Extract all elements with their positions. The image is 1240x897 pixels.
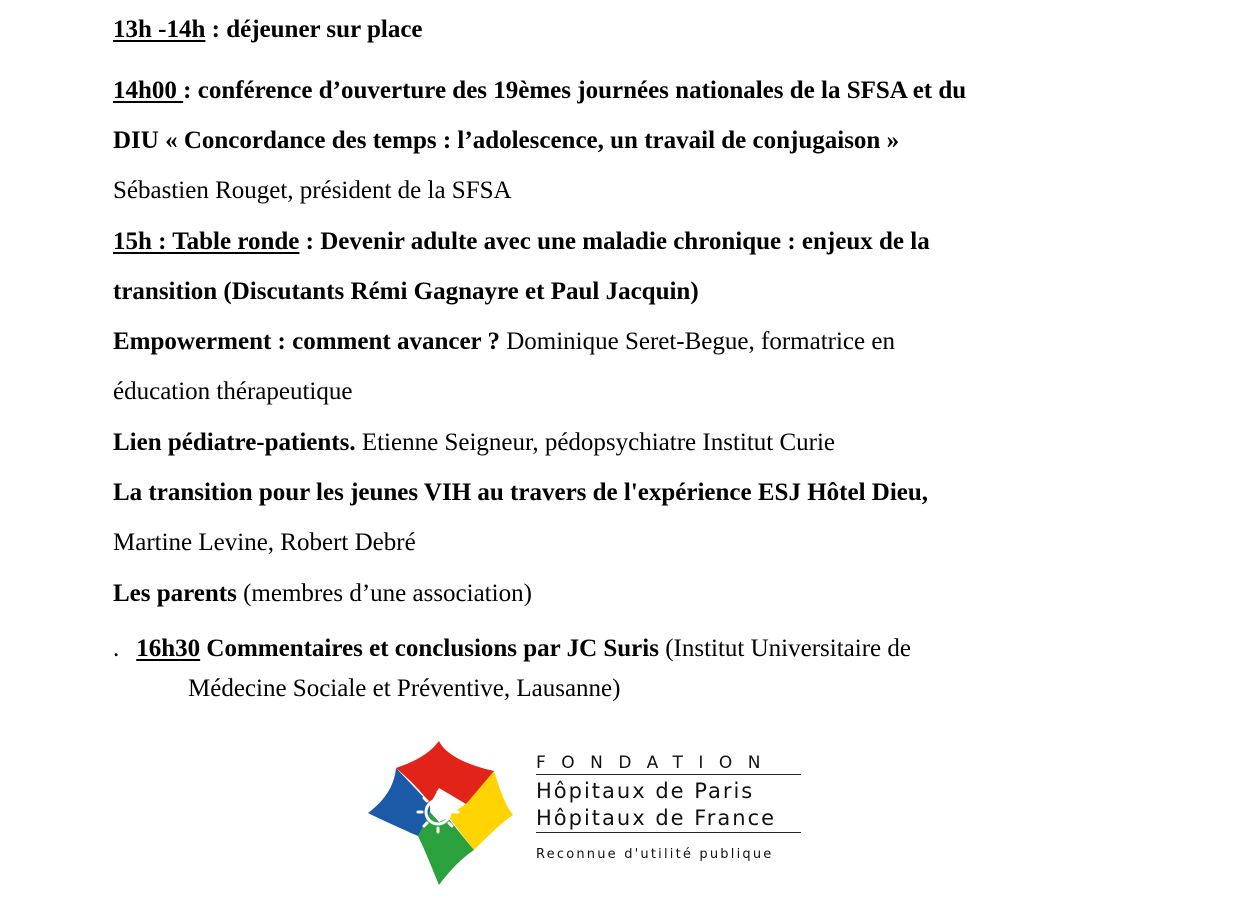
talk-speaker: Dominique Seret-Begue, formatrice en [499, 328, 895, 355]
session-affiliation-cont: Médecine Sociale et Préventive, Lausanne) [188, 675, 621, 702]
session-title: Commentaires et conclusions par JC Suris [200, 635, 659, 662]
talk-speaker-cont: éducation thérapeutique [113, 378, 353, 405]
session-title-cont: transition (Discutants Rémi Gagnayre et Paul Jacquin) [113, 278, 699, 305]
talk-speaker: (membres d’une association) [236, 580, 532, 607]
session-conclusion [113, 634, 911, 664]
session-title: : conférence d’ouverture des 19èmes journées nationales de la SFSA et du [183, 77, 967, 104]
talk-speaker: Etienne Seigneur, pédopsychiatre Institut Curie [355, 429, 836, 456]
talk-vih-speaker: Martine Levine, Robert Debré [113, 529, 416, 556]
talk-parents [113, 579, 532, 609]
session-opening [113, 76, 966, 106]
talk-title: Empowerment : comment avancer ? [113, 328, 500, 355]
session-time: 15h : Table ronde [113, 228, 300, 255]
session-time: 16h30 [136, 635, 201, 662]
talk-title: Les parents [113, 580, 237, 607]
session-title: : déjeuner sur place [205, 16, 423, 43]
session-round-table [113, 227, 930, 257]
logo-rule [536, 774, 801, 775]
logo-text [536, 752, 804, 865]
session-time: 14h00 [113, 77, 184, 104]
session-lunch [113, 15, 423, 45]
session-title-cont: DIU « Concordance des temps : l’adolescence, un travail de conjugaison » [113, 127, 900, 154]
logo-hopitaux-paris: Hôpitaux de Paris [536, 779, 755, 803]
logo-hopitaux-france: Hôpitaux de France [536, 806, 777, 830]
logo-fondation: FONDATION [536, 753, 776, 773]
logo-rule [536, 832, 801, 833]
session-speaker: Sébastien Rouget, président de la SFSA [113, 177, 512, 204]
session-time: 13h -14h [113, 16, 206, 43]
talk-empowerment [113, 327, 895, 357]
logo-tagline: Reconnue d'utilité publique [536, 847, 774, 862]
fondation-emblem-icon [366, 738, 516, 888]
talk-vih-title: La transition pour les jeunes VIH au travers de l'expérience ESJ Hôtel Dieu, [113, 479, 929, 506]
bullet: . [113, 635, 120, 662]
talk-title: Lien pédiatre-patients. [113, 429, 356, 456]
session-title: : Devenir adulte avec une maladie chronique : enjeux de la [299, 228, 930, 255]
session-affiliation: (Institut Universitaire de [658, 635, 911, 662]
talk-pediatrician [113, 428, 835, 458]
fondation-logo [366, 738, 806, 888]
